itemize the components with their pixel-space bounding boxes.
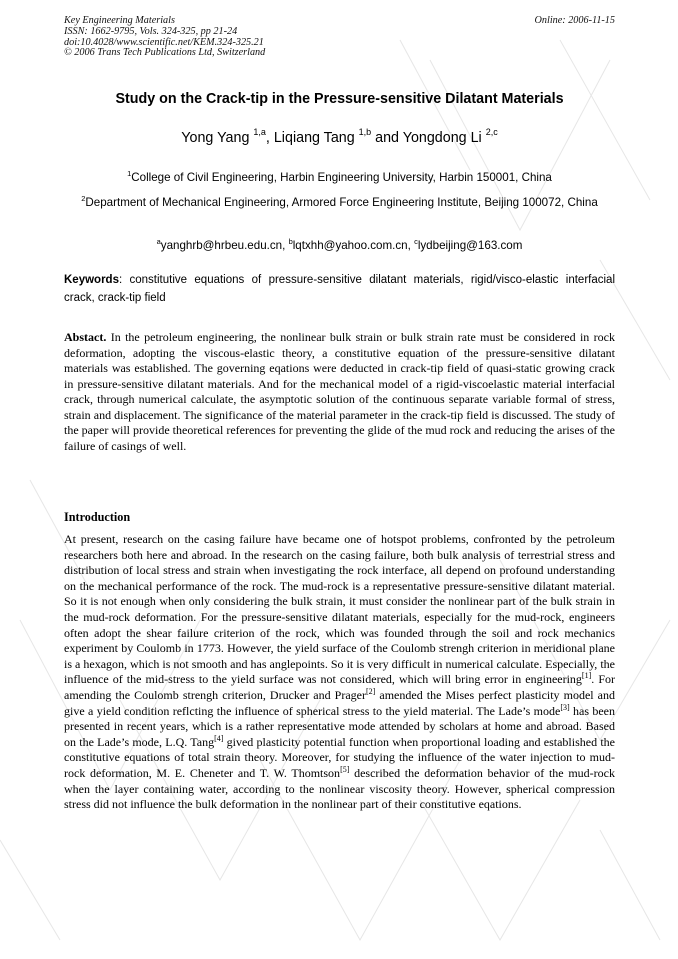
email-list	[64, 233, 615, 254]
copyright-line: © 2006 Trans Tech Publications Ltd, Switzerland	[64, 47, 266, 59]
doi-line: doi:10.4028/www.scientific.net/KEM.324-325.21	[64, 36, 264, 48]
author-name: Liqiang Tang	[273, 129, 359, 146]
affiliation-marker: 1	[127, 169, 132, 178]
body-text: gived plasticity potential function when proportional loading and established the constitutive equations of total strain theory. Moreover, for studying the influence of the water injection to mud-rock deformation, M. E. Cheneter and T. W. Thomtson	[64, 734, 615, 780]
body-text: At present, research on the casing failure have became one of hotspot problems, confronted by the petroleum researchers both here and abroad. In the research on the casing failure, both bulk analysis of terrestrial stress and distribution of local stress and strain when investigating the rock interface, all depend on profound understanding on the mechanical performance of the rock. The mud-rock is a representative pressure-sensitive dilatant material. So it is not enough when only considering the bulk strain, it must consider the nonlinear part of the bulk strain in the mud-rock deformation. For the pressure-sensitive dilatant materials, especially for the mud-rock, engineers often adopt the shear failure criterion of the rock, which was founded through the soil and rock mechanics experiment by Coulomb in 1773. However, the yield surface of the Coulomb strengh criterion in meridional plane is a hexagon, which is not smooth and has anglepoints. So it is very difficult in numerical calculate. Especially, the influence of the mid-stress to the yield surface was not considered, which will bring error in engineering	[64, 532, 615, 687]
author-affiliation-marker: 1,b	[358, 127, 372, 137]
author-separator: and	[371, 129, 403, 146]
author-affiliation-marker: 1,a	[253, 127, 266, 137]
email-address: yanghrb@hrbeu.edu.cn,	[160, 238, 289, 252]
author-affiliation-marker: 2,c	[485, 127, 498, 137]
abstract-text: In the petroleum engineering, the nonlinear bulk strain or bulk strain rate must be considered in rock deformation, adopting the viscous-elastic theory, a constitutive equation of the pressure-sensitive dilatant materials was established. The governing eqations were deducted in crack-tip field of quasi-static growing crack in pressure-sensitive dilatant materials. And for the mechanical model of a rigid-viscoelastic material interfacial crack, through numerical calculate, the asymptotic solution of the continuous separate variable formal of stress, strain and displacement. The significance of the material parameter in the crack-tip field is discussed. The study of the paper will provide theoretical references for preventing the glide of the mud rock and reducing the arises of the failure of casings of well.	[64, 330, 615, 453]
body-text: described the deformation behavior of the mud-rock when the layer containing water, according to the nonlinear viscosity theory. However, spherical compression stress did not influence the bulk deformation in the nonlinear part of their constitutive eqations.	[64, 765, 616, 812]
email-marker: a	[156, 237, 161, 246]
introduction-body	[64, 532, 615, 813]
keywords-text: : constitutive equations of pressure-sensitive dilatant materials, rigid/visco-elastic interfacial crack, crack-tip field	[64, 274, 615, 304]
affiliation-text: College of Civil Engineering, Harbin Engineering University, Harbin 150001, China	[131, 170, 552, 184]
author-list	[64, 128, 615, 146]
online-date: Online: 2006-11-15	[534, 15, 615, 26]
abstract-label: Abstact.	[64, 330, 107, 344]
citation-ref: [1]	[581, 671, 592, 681]
citation-ref: [4]	[214, 733, 224, 743]
keywords-section	[64, 272, 615, 307]
body-text: has been presented in recent years, which is a rather representative mode attended by scholars at home and abroad. Based on the Lade’s mode, L.Q. Tang	[64, 703, 615, 749]
issn-line: ISSN: 1662-9795, Vols. 324-325, pp 21-24	[64, 25, 238, 37]
body-text: amended the Mises perfect plasticity model and give a yield condition reflcting the influence of spherical stress to the yield material. The Lade’s mode	[64, 687, 615, 718]
citation-ref: [3]	[560, 702, 570, 712]
journal-header	[64, 16, 615, 59]
email-address: lqtxhh@yahoo.com.cn,	[292, 238, 415, 252]
author-name: Yong Yang	[181, 129, 254, 146]
abstract-section	[64, 330, 615, 454]
affiliation-text: Department of Mechanical Engineering, Armored Force Engineering Institute, Beijing 100072, China	[85, 195, 598, 209]
citation-ref: [2]	[366, 686, 376, 696]
affiliation-2	[74, 190, 605, 211]
email-marker: c	[414, 237, 418, 246]
author-separator: ,	[265, 129, 274, 146]
journal-name: Key Engineering Materials	[64, 15, 175, 26]
introduction-heading: Introduction	[64, 510, 131, 524]
email-address: lydbeijing@163.com	[417, 238, 523, 252]
paper-title: Study on the Crack-tip in the Pressure-sensitive Dilatant Materials	[115, 91, 564, 107]
affiliation-1	[64, 165, 615, 186]
author-name: Yongdong Li	[402, 129, 486, 146]
body-text: . For amending the Coulomb strengh criterion, Drucker and Prager	[64, 672, 615, 702]
affiliation-marker: 2	[81, 194, 86, 203]
email-marker: b	[288, 237, 293, 246]
citation-ref: [5]	[340, 764, 350, 774]
keywords-label: Keywords	[64, 274, 119, 286]
